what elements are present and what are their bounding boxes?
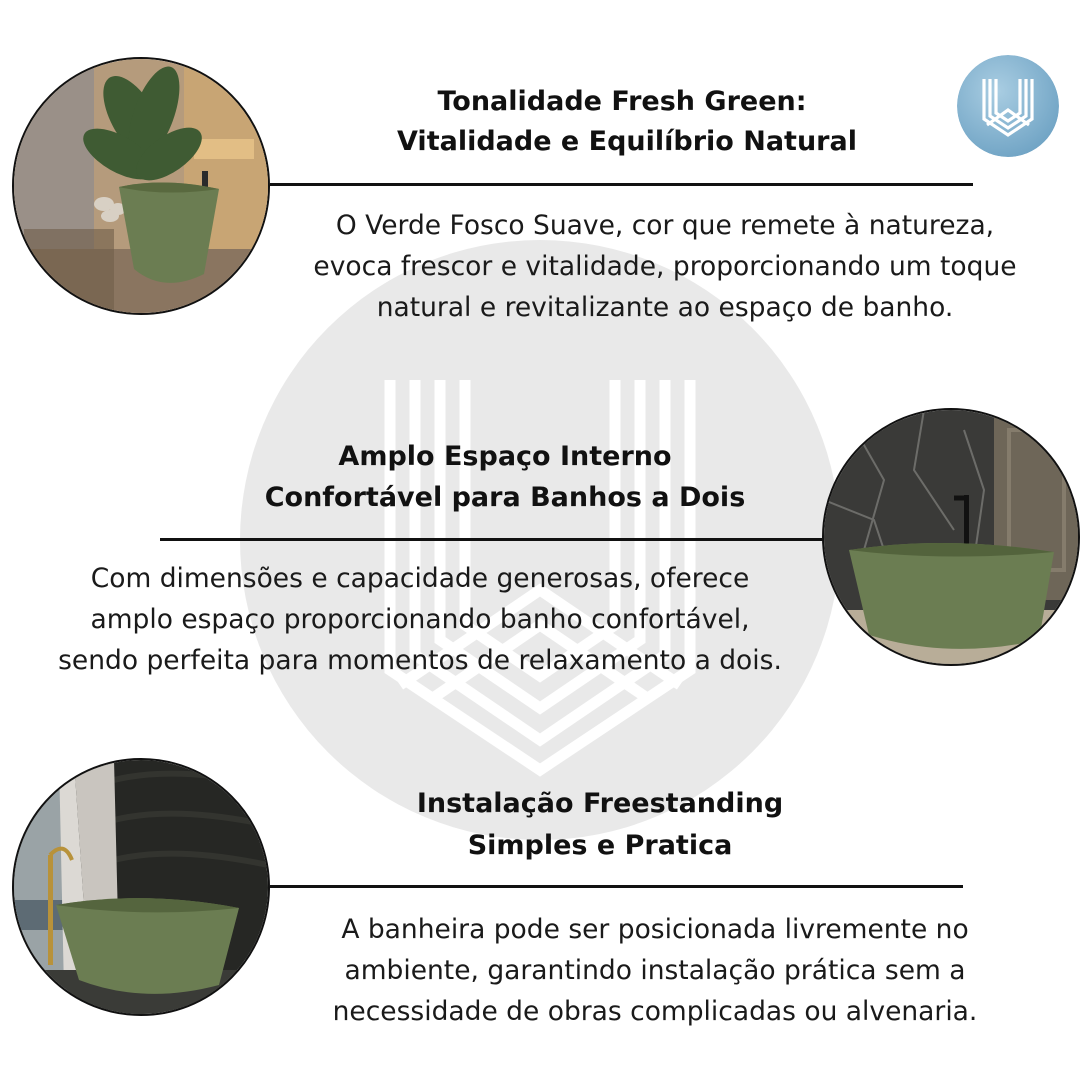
section-3-title-line-1: Instalação Freestanding	[416, 788, 784, 819]
section-2-title-line-2: Confortável para Banhos a Dois	[264, 482, 746, 513]
section-3-body-line-1: A banheira pode ser posicionada livremente no	[341, 914, 969, 945]
section-1-title-line-2: Vitalidade e Equilíbrio Natural	[397, 126, 857, 157]
section-1-body-line-2: evoca frescor e vitalidade, proporcionando um toque	[313, 251, 1017, 282]
section-2-body-line-3: sendo perfeita para momentos de relaxamento a dois.	[58, 645, 782, 676]
section-3-body-line-3: necessidade de obras complicadas ou alvenaria.	[332, 996, 978, 1027]
green-bathtub-plant-photo	[12, 57, 270, 315]
section-2-body-line-2: amplo espaço proporcionando banho confortável,	[90, 604, 750, 635]
section-1-body-line-1: O Verde Fosco Suave, cor que remete à natureza,	[335, 210, 995, 241]
section-2-body-line-1: Com dimensões e capacidade generosas, oferece	[90, 563, 750, 594]
green-bathtub-marble-photo	[822, 408, 1080, 666]
section-1-divider	[270, 183, 973, 186]
section-3-divider	[270, 885, 963, 888]
green-bathtub-window-photo	[12, 758, 270, 1016]
section-3-body-line-2: ambiente, garantindo instalação prática sem a	[344, 955, 966, 986]
section-3-title-line-2: Simples e Pratica	[467, 830, 733, 861]
section-2-title-line-1: Amplo Espaço Interno	[338, 441, 672, 472]
section-1-title-line-1: Tonalidade Fresh Green:	[437, 86, 807, 117]
section-1-body-line-3: natural e revitalizante ao espaço de banho.	[376, 292, 954, 323]
section-2-divider	[160, 538, 823, 541]
